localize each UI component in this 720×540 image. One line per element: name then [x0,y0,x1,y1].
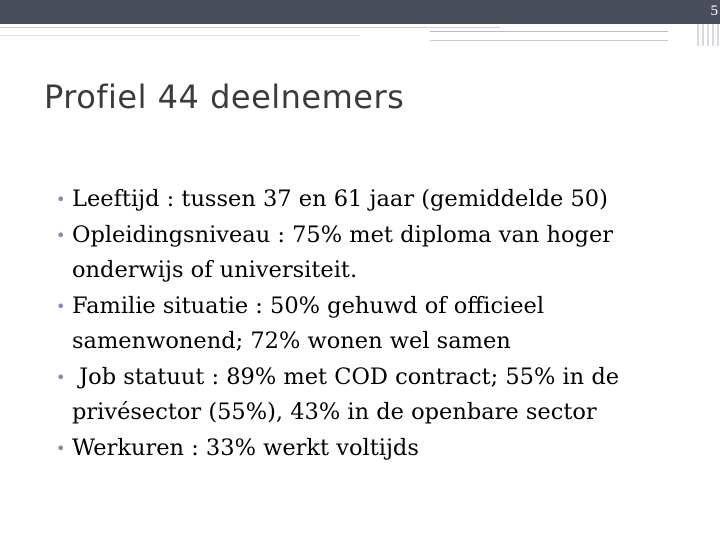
bullet-item-working-hours: • Werkuren : 33% werkt voltijds [56,431,696,467]
bullet-list [56,182,696,466]
slide-title: Profiel 44 deelnemers [44,78,405,116]
bullet-item-education: • Opleidingsniveau : 75% met diploma van hoger onderwijs of universiteit. [56,218,696,289]
bullet-item-age: • Leeftijd : tussen 37 en 61 jaar (gemiddelde 50) [56,182,696,218]
header-bar [0,0,720,24]
slide-number: 5 [710,3,718,19]
decorative-stripes [697,24,720,46]
decorative-line [0,27,500,28]
bullet-item-family: • Familie situatie : 50% gehuwd of officieel samenwonend; 72% wonen wel samen [56,289,696,360]
bullet-item-job-status: • Job statuut : 89% met COD contract; 55% in de privésector (55%), 43% in de openbare sector [56,360,696,431]
decorative-line [430,31,668,32]
decorative-line [0,35,360,36]
decorative-line [430,40,668,41]
